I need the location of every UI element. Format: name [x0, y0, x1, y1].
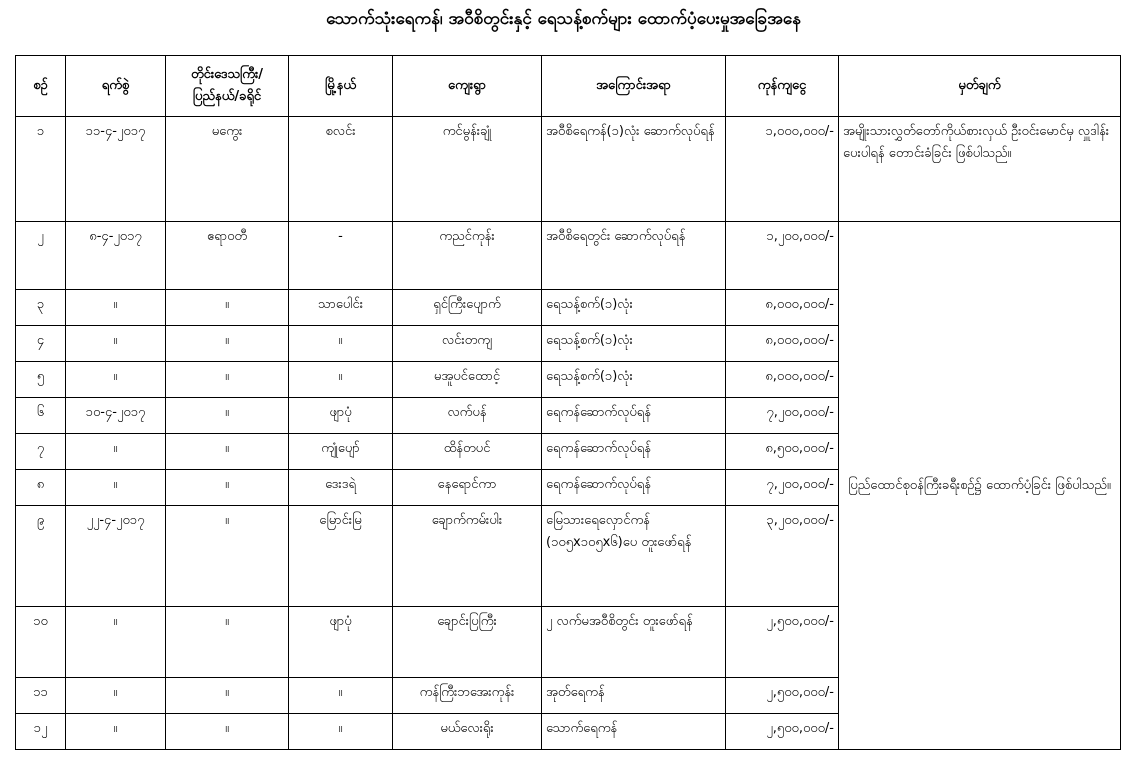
table-row	[16, 117, 1121, 222]
cell-cost: ၈,၀၀၀,၀၀၀/-	[726, 362, 839, 398]
cell-region: ဧရာဝတီ	[166, 222, 289, 290]
cell-date: ၁၀-၄-၂၀၁၇	[66, 398, 166, 434]
cell-township: ။	[289, 362, 393, 398]
assistance-table	[15, 55, 1121, 750]
cell-village: နေရောင်ကာ	[393, 470, 542, 506]
cell-serial: ၉	[16, 506, 66, 607]
cell-subject: အဝီစိရေကန်(၁)လုံး ဆောက်လုပ်ရန်	[542, 117, 726, 222]
header-serial: စဥ်	[16, 56, 66, 117]
cell-cost: ၁,၀၀၀,၀၀၀/-	[726, 117, 839, 222]
cell-cost: ၂,၅၀၀,၀၀၀/-	[726, 714, 839, 750]
cell-township: ဖျာပုံ	[289, 398, 393, 434]
cell-village: မအူပင်ထောင့်	[393, 362, 542, 398]
header-subject: အကြောင်းအရာ	[542, 56, 726, 117]
cell-date: ။	[66, 326, 166, 362]
cell-subject: ရေကန်ဆောက်လုပ်ရန်	[542, 470, 726, 506]
cell-remark-first: အမျိုးသားလွှတ်တော်ကိုယ်စားလှယ် ဦးဝင်းမောင်မှ လှူဒါန်းပေးပါရန် တောင်းခံခြင်း ဖြစ်ပါသည်။	[839, 117, 1121, 222]
cell-subject: ရေသန့်စက်(၁)လုံး	[542, 362, 726, 398]
cell-subject: ၂ လက်မအဝီစိတွင်း တူးဖော်ရန်	[542, 607, 726, 678]
cell-township: -	[289, 222, 393, 290]
cell-cost: ၁,၂၀၀,၀၀၀/-	[726, 222, 839, 290]
cell-township: ဖျာပုံ	[289, 607, 393, 678]
cell-region: ။	[166, 607, 289, 678]
cell-date: ။	[66, 470, 166, 506]
cell-village: ချောက်ကမ်းပါး	[393, 506, 542, 607]
cell-township: စလင်း	[289, 117, 393, 222]
cell-cost: ၂,၅၀၀,၀၀၀/-	[726, 607, 839, 678]
header-date: ရက်စွဲ	[66, 56, 166, 117]
cell-region: မကွေး	[166, 117, 289, 222]
cell-subject: မြေသားရေလှောင်ကန် (၁၀၅x၁၀၅x၆)ပေ တူးဖော်ရန်	[542, 506, 726, 607]
table-header-row	[16, 56, 1121, 117]
cell-village: မယ်လေးရိုး	[393, 714, 542, 750]
cell-subject: အဝီစိရေတွင်း ဆောက်လုပ်ရန်	[542, 222, 726, 290]
cell-township: သာပေါင်း	[289, 290, 393, 326]
cell-serial: ၁၀	[16, 607, 66, 678]
cell-village: လက်ပန်	[393, 398, 542, 434]
cell-region: ။	[166, 678, 289, 714]
cell-subject: သောက်ရေကန်	[542, 714, 726, 750]
cell-village: ကညင်ကုန်း	[393, 222, 542, 290]
cell-cost: ၇,၂၀၀,၀၀၀/-	[726, 470, 839, 506]
table-row	[16, 222, 1121, 290]
cell-cost: ၇,၂၀၀,၀၀၀/-	[726, 398, 839, 434]
cell-cost: ၈,၀၀၀,၀၀၀/-	[726, 326, 839, 362]
cell-village: ကန်ကြီးဘအေးကုန်း	[393, 678, 542, 714]
cell-region: ။	[166, 398, 289, 434]
cell-serial: ၁၁	[16, 678, 66, 714]
cell-region: ။	[166, 290, 289, 326]
cell-serial: ၄	[16, 326, 66, 362]
cell-serial: ၂	[16, 222, 66, 290]
cell-township: ။	[289, 326, 393, 362]
cell-region: ။	[166, 714, 289, 750]
cell-village: ကင်မွန်းချုံ	[393, 117, 542, 222]
cell-township: ကျုံပျော်	[289, 434, 393, 470]
cell-township: မြောင်းမြ	[289, 506, 393, 607]
cell-township: ။	[289, 714, 393, 750]
cell-village: ထိန်တပင်	[393, 434, 542, 470]
cell-cost: ၈,၅၀၀,၀၀၀/-	[726, 434, 839, 470]
cell-village: လင်းတကျ	[393, 326, 542, 362]
cell-cost: ၈,၀၀၀,၀၀၀/-	[726, 290, 839, 326]
cell-serial: ၃	[16, 290, 66, 326]
cell-date: ။	[66, 714, 166, 750]
cell-serial: ၆	[16, 398, 66, 434]
cell-date: ၁၁-၄-၂၀၁၇	[66, 117, 166, 222]
cell-date: ။	[66, 678, 166, 714]
header-township: မြို့နယ်	[289, 56, 393, 117]
cell-serial: ၈	[16, 470, 66, 506]
cell-subject: ရေသန့်စက်(၁)လုံး	[542, 290, 726, 326]
cell-date: ၂၂-၄-၂၀၁၇	[66, 506, 166, 607]
cell-subject: အုတ်ရေကန်	[542, 678, 726, 714]
cell-remark-merged: ပြည်ထောင်စုဝန်ကြီးခရီးစဥ်၌ ထောက်ပံ့ခြင်း ဖြစ်ပါသည်။	[839, 222, 1121, 750]
cell-serial: ၁	[16, 117, 66, 222]
cell-serial: ၇	[16, 434, 66, 470]
cell-date: ။	[66, 290, 166, 326]
header-cost: ကုန်ကျငွေ	[726, 56, 839, 117]
cell-village: ရှင်ကြီးပျောက်	[393, 290, 542, 326]
cell-cost: ၃,၂၀၀,၀၀၀/-	[726, 506, 839, 607]
cell-region: ။	[166, 362, 289, 398]
cell-region: ။	[166, 506, 289, 607]
cell-subject: ရေကန်ဆောက်လုပ်ရန်	[542, 434, 726, 470]
header-village: ကျေးရွာ	[393, 56, 542, 117]
cell-date: ။	[66, 607, 166, 678]
cell-cost: ၂,၅၀၀,၀၀၀/-	[726, 678, 839, 714]
cell-township: ဒေးဒရဲ	[289, 470, 393, 506]
page-title: သောက်သုံးရေကန်၊ အဝီစိတွင်းနှင့် ရေသန့်စက်များ ထောက်ပံ့ပေးမှုအခြေအနေ	[326, 9, 801, 29]
header-region: တိုင်းဒေသကြီး/ ပြည်နယ်/ခရိုင်	[166, 56, 289, 117]
cell-village: ချောင်းပြကြီး	[393, 607, 542, 678]
cell-subject: ရေသန့်စက်(၁)လုံး	[542, 326, 726, 362]
cell-serial: ၁၂	[16, 714, 66, 750]
cell-region: ။	[166, 434, 289, 470]
cell-township: ။	[289, 678, 393, 714]
cell-region: ။	[166, 470, 289, 506]
cell-serial: ၅	[16, 362, 66, 398]
cell-subject: ရေကန်ဆောက်လုပ်ရန်	[542, 398, 726, 434]
cell-date: ။	[66, 434, 166, 470]
cell-date: ။	[66, 362, 166, 398]
cell-date: ၈-၄-၂၀၁၇	[66, 222, 166, 290]
header-remarks: မှတ်ချက်	[839, 56, 1121, 117]
cell-region: ။	[166, 326, 289, 362]
